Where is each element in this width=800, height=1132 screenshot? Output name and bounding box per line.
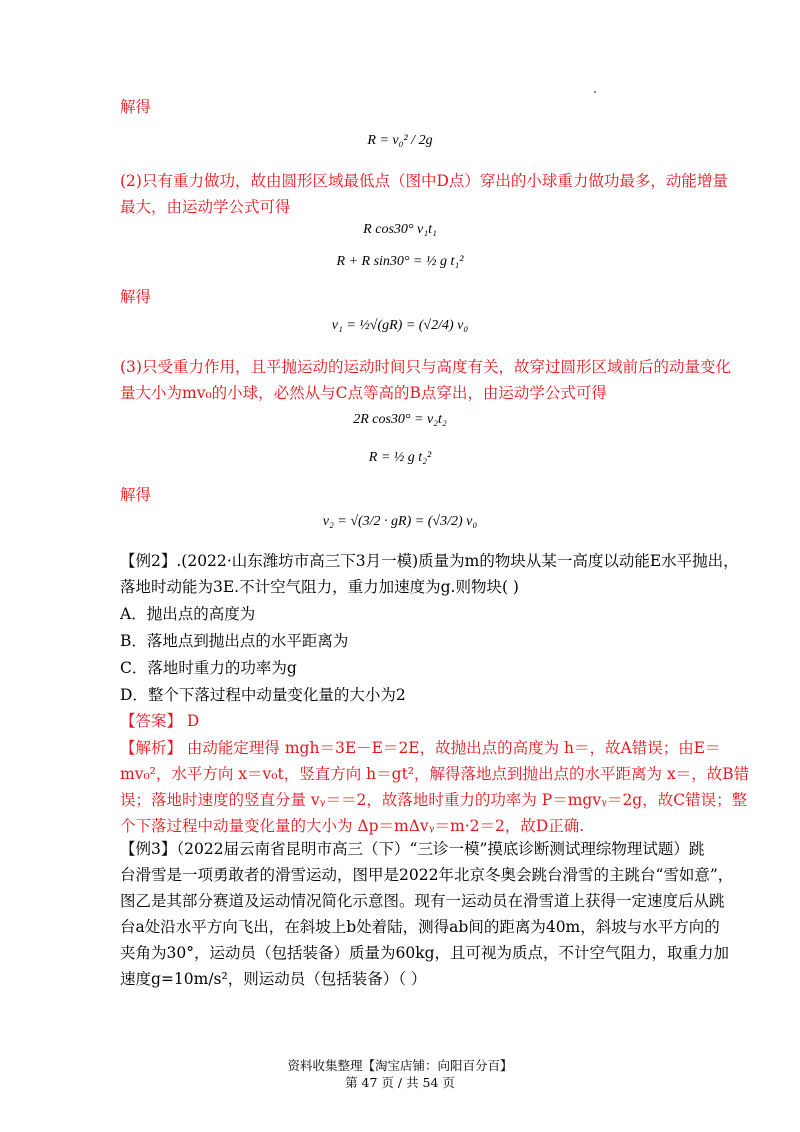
option-d: D．整个下落过程中动量变化量的大小为2	[120, 686, 406, 704]
equation-v1: v₁ = ½√(gR) = (√2/4) v₀	[331, 318, 469, 333]
example2-line2: 落地时动能为3E.不计空气阻力，重力加速度为g.则物块( )	[120, 578, 519, 596]
example3-line2: 台滑雪是一项勇敢者的滑雪运动，图甲是2022年北京冬奥会跳台滑雪的主跳台“雪如意”，	[120, 866, 734, 884]
example3-line1: 【例3】（2022届云南省昆明市高三（下）“三诊一模”摸底诊断测试理综物理试题）跳	[120, 840, 705, 858]
equation-3b: R = ½ g t₂²	[368, 450, 432, 465]
equation-3a: 2R cos30° = v₂t₂	[353, 412, 447, 427]
example3-line5: 夹角为30°，运动员（包括装备）质量为60kg，且可视为质点，不计空气阻力，取重力加	[120, 944, 730, 962]
part3-line1: (3)只受重力作用，且平抛运动的运动时间只与高度有关，故穿过圆形区域前后的动量变化	[120, 358, 731, 376]
scan-dot	[594, 91, 596, 93]
option-c: C．落地时重力的功率为g	[120, 659, 297, 677]
analysis-line2: mv₀²，水平方向 x＝v₀t，竖直方向 h＝gt²，解得落地点到抛出点的水平距离为 x＝，故B错	[120, 765, 750, 783]
solve-label-1: 解得	[120, 98, 152, 116]
equation-v2: v₂ = √(3/2 · gR) = (√3/2) v₀	[322, 514, 478, 529]
solve-label-2: 解得	[120, 288, 152, 306]
example2-line1: 【例2】.(2022·山东潍坊市高三下3月一模)质量为m的物块从某一高度以动能E水平抛出，	[120, 552, 739, 570]
analysis-line4: 个下落过程中动量变化量的大小为 Δp＝mΔvᵧ＝m·2＝2，故D正确.	[120, 817, 585, 835]
equation-R: R = v₀² / 2g	[367, 133, 433, 148]
example3-line4: 台a处沿水平方向飞出，在斜坡上b处着陆，测得ab间的距离为40m，斜坡与水平方向的	[120, 918, 720, 936]
analysis-line3: 误；落地时速度的竖直分量 vᵧ＝＝2，故落地时重力的功率为 P＝mgvᵧ＝2g，故C错误；整	[120, 791, 748, 809]
part2-line2: 最大，由运动学公式可得	[120, 198, 291, 216]
equation-2a: R cos30° v₁t₁	[363, 222, 437, 237]
footer-page-number: 第 47 页 / 共 54 页	[345, 1075, 455, 1090]
part3-line2: 量大小为mv₀的小球，必然从与C点等高的B点穿出，由运动学公式可得	[120, 384, 607, 402]
solve-label-3: 解得	[120, 486, 152, 504]
example3-line6: 速度g=10m/s²，则运动员（包括装备）（ ）	[120, 970, 427, 988]
equation-2b: R + R sin30° = ½ g t₁²	[336, 254, 464, 269]
footer-source: 资料收集整理【淘宝店铺：向阳百分百】	[287, 1058, 513, 1073]
answer-line: 【答案】 D	[120, 712, 200, 730]
option-a: A．抛出点的高度为	[120, 605, 256, 623]
analysis-line1: 【解析】 由动能定理得 mgh＝3E－E＝2E，故抛出点的高度为 h＝，故A错误；由E＝	[120, 739, 721, 757]
example3-line3: 图乙是其部分赛道及运动情况简化示意图。现有一运动员在滑雪道上获得一定速度后从跳	[120, 892, 725, 910]
part2-line1: (2)只有重力做功，故由圆形区域最低点（图中D点）穿出的小球重力做功最多，动能增量	[120, 172, 728, 190]
option-b: B．落地点到抛出点的水平距离为	[120, 632, 349, 650]
